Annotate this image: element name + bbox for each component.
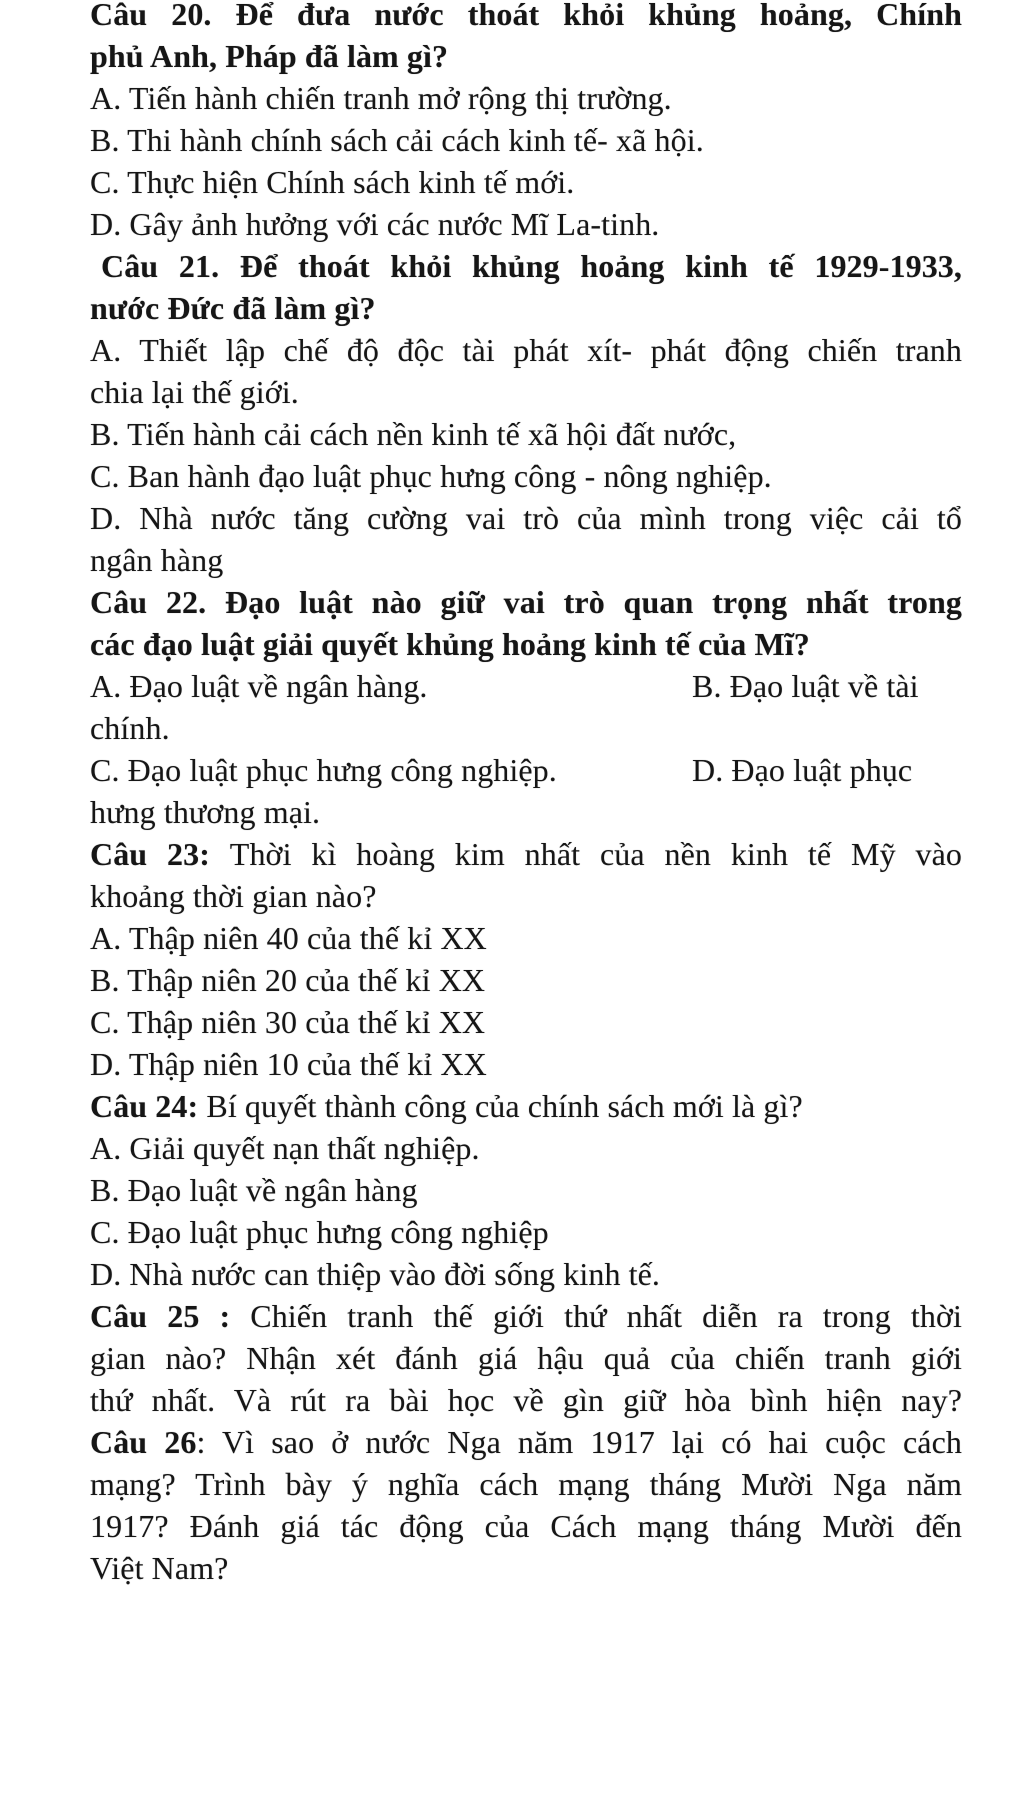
text-run: chia lại thế giới. bbox=[90, 374, 299, 410]
text-line bbox=[90, 1295, 962, 1337]
question-number-bold-run: các đạo luật giải quyết khủng hoảng kinh tế của Mĩ? bbox=[90, 626, 810, 662]
text-run: Thời kì hoàng kim nhất của nền kinh tế Mỹ vào bbox=[229, 836, 962, 872]
question-number-bold-run: Câu 23: bbox=[90, 836, 230, 872]
option-left-column: A. Đạo luật về ngân hàng. bbox=[90, 668, 428, 704]
question-number-bold-run: Câu 24: bbox=[90, 1088, 207, 1124]
text-line bbox=[90, 371, 962, 413]
text-run: thứ nhất. Và rút ra bài học về gìn giữ hòa bình hiện nay? bbox=[90, 1382, 962, 1418]
text-line bbox=[90, 35, 962, 77]
text-line bbox=[90, 455, 962, 497]
text-line bbox=[90, 1169, 962, 1211]
text-line bbox=[90, 791, 962, 833]
question-number-bold-run: Câu 21. Để thoát khỏi khủng hoảng kinh tế 1929-1933, bbox=[101, 248, 962, 284]
text-run: C. Thực hiện Chính sách kinh tế mới. bbox=[90, 164, 575, 200]
text-run: D. Nhà nước tăng cường vai trò của mình trong việc cải tổ bbox=[90, 500, 962, 536]
text-line bbox=[90, 707, 962, 749]
text-run: A. Thập niên 40 của thế kỉ XX bbox=[90, 920, 487, 956]
text-line bbox=[90, 623, 962, 665]
text-run: A. Giải quyết nạn thất nghiệp. bbox=[90, 1130, 480, 1166]
text-run: A. Tiến hành chiến tranh mở rộng thị trường. bbox=[90, 80, 672, 116]
text-run: : Vì sao ở nước Nga năm 1917 lại có hai cuộc cách bbox=[196, 1424, 962, 1460]
text-line bbox=[90, 1337, 962, 1379]
text-run: Việt Nam? bbox=[90, 1550, 229, 1586]
option-right-column: D. Đạo luật phục bbox=[692, 752, 913, 788]
text-run: A. Thiết lập chế độ độc tài phát xít- phát động chiến tranh bbox=[90, 332, 962, 368]
text-line bbox=[90, 1211, 962, 1253]
text-line bbox=[90, 833, 962, 875]
text-line bbox=[90, 917, 962, 959]
text-run: B. Thập niên 20 của thế kỉ XX bbox=[90, 962, 486, 998]
text-run: C. Ban hành đạo luật phục hưng công - nông nghiệp. bbox=[90, 458, 772, 494]
option-right-column: B. Đạo luật về tài bbox=[692, 668, 919, 704]
text-line bbox=[90, 1253, 962, 1295]
question-text-block bbox=[90, 0, 962, 1589]
text-line bbox=[90, 287, 962, 329]
two-column-option-row bbox=[90, 665, 962, 707]
text-line bbox=[90, 539, 962, 581]
question-number-bold-run: Câu 20. Để đưa nước thoát khỏi khủng hoảng, Chính bbox=[90, 0, 962, 32]
text-line bbox=[90, 203, 962, 245]
text-line bbox=[90, 875, 962, 917]
text-line bbox=[90, 1043, 962, 1085]
text-line bbox=[90, 1421, 962, 1463]
question-number-bold-run: Câu 22. Đạo luật nào giữ vai trò quan trọng nhất trong bbox=[90, 584, 962, 620]
text-run: Chiến tranh thế giới thứ nhất diễn ra trong thời bbox=[250, 1298, 962, 1334]
text-line bbox=[90, 1463, 962, 1505]
text-run: Bí quyết thành công của chính sách mới là gì? bbox=[206, 1088, 803, 1124]
question-number-bold-run: phủ Anh, Pháp đã làm gì? bbox=[90, 38, 449, 74]
text-line bbox=[90, 1379, 962, 1421]
text-run: khoảng thời gian nào? bbox=[90, 878, 377, 914]
text-run: B. Đạo luật về ngân hàng bbox=[90, 1172, 418, 1208]
text-line bbox=[90, 1001, 962, 1043]
question-number-bold-run: nước Đức đã làm gì? bbox=[90, 290, 376, 326]
text-line bbox=[90, 1547, 962, 1589]
text-line bbox=[90, 1127, 962, 1169]
text-run: D. Thập niên 10 của thế kỉ XX bbox=[90, 1046, 487, 1082]
text-run: B. Thi hành chính sách cải cách kinh tế- xã hội. bbox=[90, 122, 704, 158]
text-run: hưng thương mại. bbox=[90, 794, 321, 830]
text-line bbox=[90, 0, 962, 35]
text-run: mạng? Trình bày ý nghĩa cách mạng tháng Mười Nga năm bbox=[90, 1466, 962, 1502]
option-left-column: C. Đạo luật phục hưng công nghiệp. bbox=[90, 752, 557, 788]
text-run: C. Đạo luật phục hưng công nghiệp bbox=[90, 1214, 549, 1250]
text-line bbox=[90, 161, 962, 203]
text-line bbox=[90, 1505, 962, 1547]
text-line bbox=[90, 245, 962, 287]
two-column-option-row bbox=[90, 749, 962, 791]
text-line bbox=[90, 581, 962, 623]
text-line bbox=[90, 329, 962, 371]
text-run: C. Thập niên 30 của thế kỉ XX bbox=[90, 1004, 486, 1040]
text-run: ngân hàng bbox=[90, 542, 224, 578]
text-run: D. Nhà nước can thiệp vào đời sống kinh tế. bbox=[90, 1256, 661, 1292]
text-run: D. Gây ảnh hưởng với các nước Mĩ La-tinh. bbox=[90, 206, 660, 242]
text-run: chính. bbox=[90, 710, 170, 746]
question-number-bold-run: Câu 25 : bbox=[90, 1298, 251, 1334]
text-line bbox=[90, 119, 962, 161]
text-run: gian nào? Nhận xét đánh giá hậu quả của chiến tranh giới bbox=[90, 1340, 962, 1376]
text-line bbox=[90, 497, 962, 539]
text-run: B. Tiến hành cải cách nền kinh tế xã hội đất nước, bbox=[90, 416, 737, 452]
text-line bbox=[90, 413, 962, 455]
question-number-bold-run: Câu 26 bbox=[90, 1424, 197, 1460]
text-line bbox=[90, 77, 962, 119]
text-line bbox=[90, 1085, 962, 1127]
text-run: 1917? Đánh giá tác động của Cách mạng tháng Mười đến bbox=[90, 1508, 962, 1544]
text-line bbox=[90, 959, 962, 1001]
